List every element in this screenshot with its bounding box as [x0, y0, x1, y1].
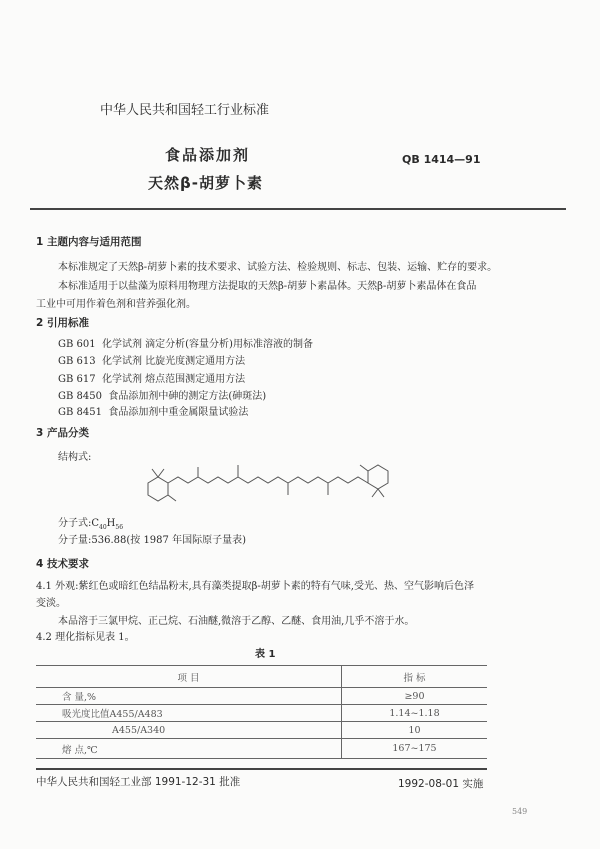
effective-date: 1992-08-01 实施: [398, 778, 484, 790]
page-number: 549: [512, 807, 528, 816]
paragraph: 4.1 外观:紫红色或暗红色结晶粉末,具有藻类提取β-胡萝卜素的特有气味,受光、热、空气影响后色泽: [36, 581, 474, 592]
structure-label: 结构式:: [58, 452, 92, 463]
spec-table: [36, 665, 487, 759]
reference-item: GB 617 化学试剂 熔点范围测定通用方法: [58, 374, 246, 385]
paragraph: 本标准适用于以盐藻为原料用物理方法提取的天然β-胡萝卜素晶体。天然β-胡萝卜素晶体在食品: [58, 281, 477, 292]
table-row: [36, 705, 487, 722]
table-cell: ≥90: [342, 688, 488, 705]
column-header: 项 目: [36, 666, 342, 688]
section-3-heading: 3 产品分类: [36, 427, 89, 439]
molecular-formula: 分子式$:C_{40}H_{56}$: [58, 518, 124, 531]
beta-carotene-structure: [140, 455, 410, 515]
paragraph: 本品溶于三氯甲烷、正己烷、石油醚,微溶于乙醇、乙醚、食用油,几乎不溶于水。: [58, 616, 415, 627]
table-cell: 含 量,%: [36, 688, 342, 705]
header-rule: [30, 208, 566, 210]
table-row: [36, 722, 487, 739]
title-line-2: 天然β-胡萝卜素: [148, 174, 263, 192]
paragraph: 本标准规定了天然β-胡萝卜素的技术要求、试验方法、检验规则、标志、包装、运输、贮存的要求。: [58, 262, 498, 273]
column-header: 指 标: [342, 666, 488, 688]
table-row: [36, 739, 487, 759]
org-standard-heading: 中华人民共和国轻工行业标准: [100, 103, 270, 118]
title-line-1: 食品添加剂: [165, 146, 251, 164]
section-2-heading: 2 引用标准: [36, 317, 89, 329]
table-cell: 吸光度比值A455/A483: [36, 705, 342, 722]
table-cell: 10: [342, 722, 488, 739]
section-4-heading: 4 技术要求: [36, 558, 89, 570]
standard-code: QB 1414—91: [402, 153, 481, 166]
reference-item: GB 613 化学试剂 比旋光度测定通用方法: [58, 356, 246, 367]
table-caption: 表 1: [255, 649, 276, 660]
paragraph: 4.2 理化指标见表 1。: [36, 632, 135, 643]
table-header-row: [36, 666, 487, 688]
molecular-weight: 分子量:536.88(按 1987 年国际原子量表): [58, 535, 246, 546]
table-cell: A455/A340: [36, 722, 342, 739]
table-cell: 1.14~1.18: [342, 705, 488, 722]
table-cell: 熔 点,℃: [36, 739, 342, 759]
paragraph: 工业中可用作着色剂和营养强化剂。: [36, 299, 196, 310]
table-cell: 167~175: [342, 739, 488, 759]
footer-rule: [36, 768, 487, 770]
section-1-heading: 1 主题内容与适用范围: [36, 236, 142, 248]
reference-item: GB 8451 食品添加剂中重金属限量试验法: [58, 407, 249, 418]
paragraph: 变淡。: [36, 598, 66, 609]
table-row: [36, 688, 487, 705]
reference-item: GB 8450 食品添加剂中砷的测定方法(砷斑法): [58, 391, 267, 402]
approval-date: 中华人民共和国轻工业部 1991-12-31 批准: [36, 776, 241, 788]
reference-item: GB 601 化学试剂 滴定分析(容量分析)用标准溶液的制备: [58, 339, 313, 350]
